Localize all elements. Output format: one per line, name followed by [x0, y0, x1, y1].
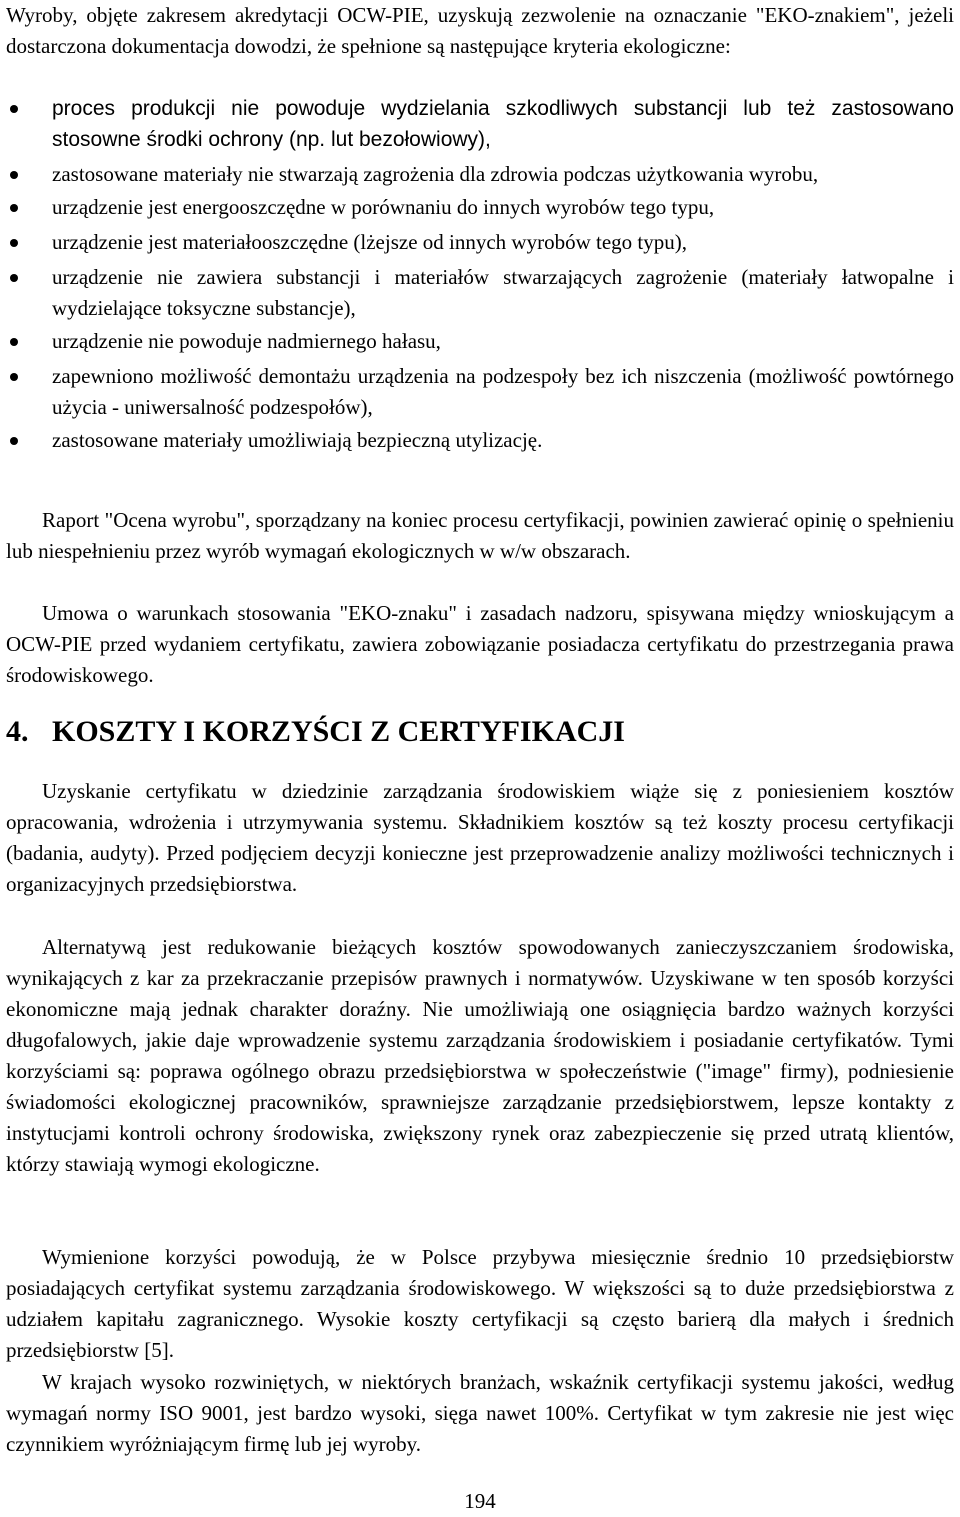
criteria-list: [6, 93, 954, 456]
section-number: 4.: [6, 715, 29, 748]
bullet-icon: [10, 373, 18, 381]
list-item: [6, 326, 954, 357]
page-number: 194: [464, 1489, 496, 1513]
section-title: KOSZTY I KORZYŚCI Z CERTYFIKACJI: [52, 715, 625, 748]
agreement-paragraph: Umowa o warunkach stosowania "EKO-znaku" i zasadach nadzoru, spisywana między wnioskującym a OCW-PIE przed wydaniem certyfikatu, zawiera zobowiązanie posiadacza certyfikatu do przestrzegania prawa środowiskowego.: [6, 601, 954, 687]
list-item: [6, 159, 954, 190]
list-item-text: urządzenie jest materiałooszczędne (lżejsze od innych wyrobów tego typu),: [52, 230, 687, 254]
list-item-text: urządzenie nie zawiera substancji i materiałów stwarzających zagrożenie (materiały łatwopalne i wydzielające toksyczne substancje),: [52, 265, 954, 320]
bullet-icon: [10, 105, 18, 113]
list-item: [6, 425, 954, 456]
list-item: [6, 93, 954, 155]
list-item: [6, 192, 954, 223]
list-item-text: urządzenie nie powoduje nadmiernego hałasu,: [52, 329, 441, 353]
list-item-text: zastosowane materiały umożliwiają bezpieczną utylizację.: [52, 428, 543, 452]
list-item-text: zapewniono możliwość demontażu urządzenia na podzespoły bez ich niszczenia (możliwość powtórnego użycia - uniwersalność podzespołów),: [52, 364, 954, 419]
intro-paragraph: Wyroby, objęte zakresem akredytacji OCW-PIE, uzyskują zezwolenie na oznaczanie "EKO-znakiem", jeżeli dostarczona dokumentacja dowodzi, że spełnione są następujące kryteria ekologiczne:: [6, 3, 954, 58]
bullet-icon: [10, 204, 18, 212]
bullet-icon: [10, 274, 18, 282]
list-item-text: urządzenie jest energooszczędne w porównaniu do innych wyrobów tego typu,: [52, 195, 715, 219]
list-item-text: proces produkcji nie powoduje wydzielania szkodliwych substancji lub też zastosowano stosowne środki ochrony (np. lut bezołowiowy),: [52, 97, 954, 151]
list-item-text: zastosowane materiały nie stwarzają zagrożenia dla zdrowia podczas użytkowania wyrobu,: [52, 162, 819, 186]
developed-countries-paragraph: W krajach wysoko rozwiniętych, w niektórych branżach, wskaźnik certyfikacji systemu jakości, według wymagań normy ISO 9001, jest bardzo wysoki, sięga nawet 100%. Certyfikat w tym zakresie nie jest więc czynnikiem wyróżniającym firmę lub jej wyroby.: [6, 1370, 954, 1456]
bullet-icon: [10, 437, 18, 445]
costs-paragraph: Uzyskanie certyfikatu w dziedzinie zarządzania środowiskiem wiąże się z poniesieniem kosztów opracowania, wdrożenia i utrzymywania systemu. Składnikiem kosztów są też koszty procesu certyfikacji (badania, audyty). Przed podjęciem decyzji konieczne jest przeprowadzenie analizy możliwości technicznych i organizacyjnych przedsiębiorstwa.: [6, 779, 954, 896]
bullet-icon: [10, 239, 18, 247]
list-item: [6, 227, 954, 258]
section-heading: [6, 712, 625, 752]
list-item: [6, 262, 954, 324]
bullet-icon: [10, 171, 18, 179]
alternative-paragraph: Alternatywą jest redukowanie bieżących kosztów spowodowanych zanieczyszczaniem środowiska, wynikających z kar za przekraczanie przepisów prawnych i normatywów. Uzyskiwane w ten sposób korzyści ekonomiczne mają jednak charakter doraźny. Nie umożliwiają one osiągnięcia bardzo ważnych korzyści długofalowych, jakie daje wprowadzenie systemu zarządzania środowiskiem i posiadanie certyfikatów. Tymi korzyściami są: poprawa ogólnego obrazu przedsiębiorstwa w społeczeństwie ("image" firmy), podniesienie świadomości ekologicznej pracowników, sprawniejsze zarządzanie przedsiębiorstwem, lepsze kontakty z instytucjami kontroli ochrony środowiska, zwiększony rynek oraz zabezpieczenie się przed utratą klientów, którzy stawiają wymogi ekologiczne.: [6, 935, 954, 1176]
report-paragraph: Raport "Ocena wyrobu", sporządzany na koniec procesu certyfikacji, powinien zawierać opinię o spełnieniu lub niespełnieniu przez wyrób wymagań ekologicznych w w/w obszarach.: [6, 508, 954, 563]
poland-paragraph: Wymienione korzyści powodują, że w Polsce przybywa miesięcznie średnio 10 przedsiębiorstw posiadających certyfikat systemu zarządzania środowiskowego. W większości są to duże przedsiębiorstwa z udziałem kapitału zagranicznego. Wysokie koszty certyfikacji są często barierą dla małych i średnich przedsiębiorstw [5].: [6, 1245, 954, 1362]
list-item: [6, 361, 954, 423]
bullet-icon: [10, 338, 18, 346]
